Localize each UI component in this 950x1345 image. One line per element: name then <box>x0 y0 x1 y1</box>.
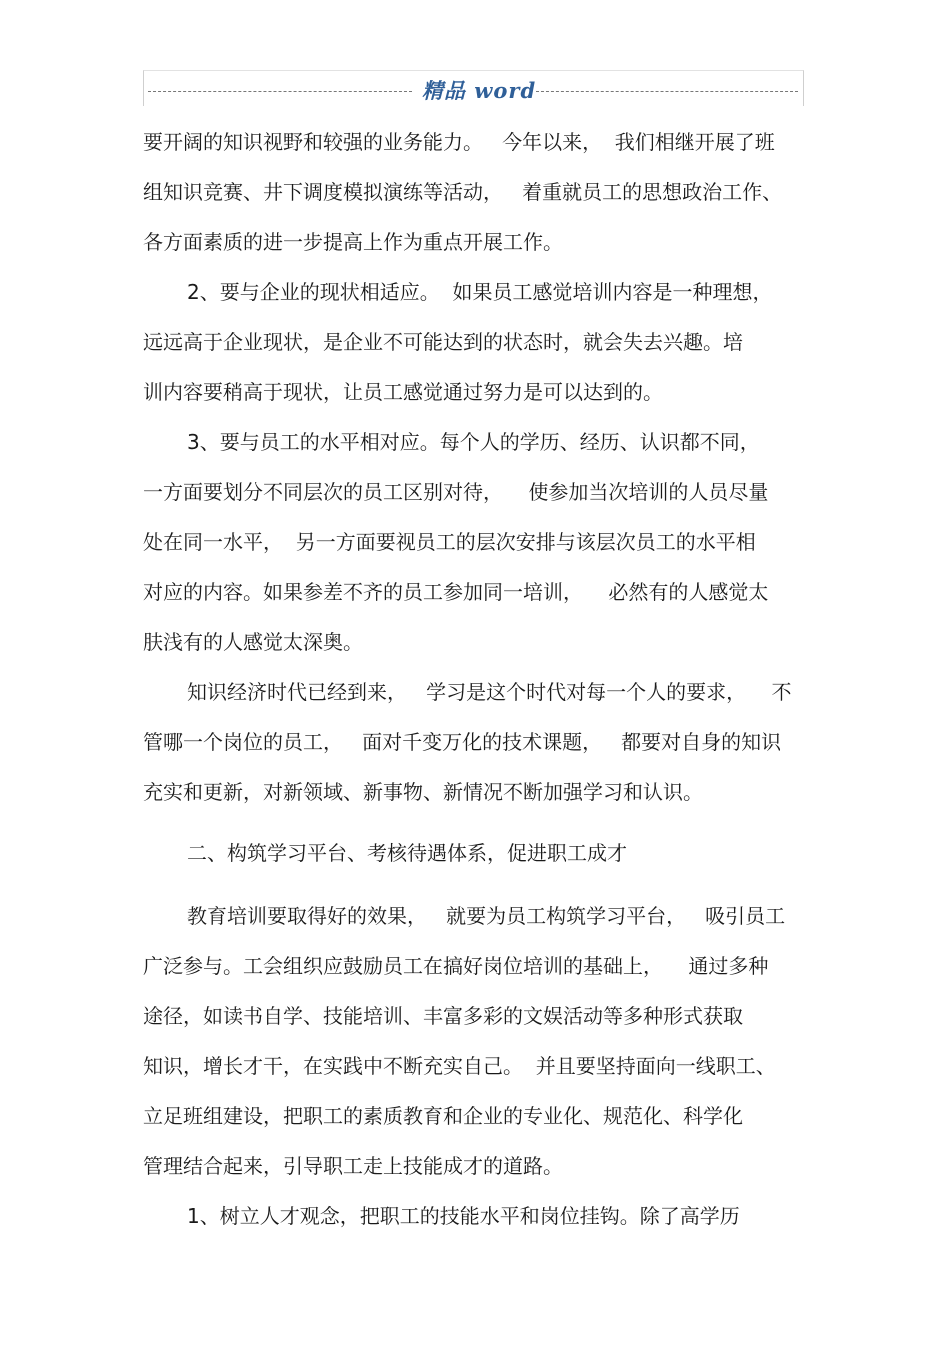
text-line: 要开阔的知识视野和较强的业务能力。 今年以来， 我们相继开展了班 <box>143 130 775 154</box>
text-line: 处在同一水平， 另一方面要视员工的层次安排与该层次员工的水平相 <box>143 530 756 554</box>
text-line: 管理结合起来，引导职工走上技能成才的道路。 <box>143 1154 563 1178</box>
text-line: 教育培训要取得好的效果， 就要为员工构筑学习平台， 吸引员工 <box>187 904 786 928</box>
header-title: 精品 word <box>422 78 537 103</box>
text-line: 充实和更新，对新领域、新事物、新情况不断加强学习和认识。 <box>143 780 703 804</box>
text-line: 肤浅有的人感觉太深奥。 <box>143 630 363 654</box>
text-line: 2、要与企业的现状相适应。 如果员工感觉培训内容是一种理想， <box>187 280 773 304</box>
text-line: 一方面要划分不同层次的员工区别对待， 使参加当次培训的人员尽量 <box>143 480 769 504</box>
text-line: 组知识竞赛、井下调度模拟演练等活动， 着重就员工的思想政治工作、 <box>143 180 783 204</box>
text-line: 二、构筑学习平台、考核待遇体系，促进职工成才 <box>187 841 627 865</box>
text-line: 管哪一个岗位的员工， 面对千变万化的技术课题， 都要对自身的知识 <box>143 730 782 754</box>
text-line: 1、树立人才观念，把职工的技能水平和岗位挂钩。除了高学历 <box>187 1204 740 1228</box>
text-line: 训内容要稍高于现状，让员工感觉通过努力是可以达到的。 <box>143 380 663 404</box>
text-line: 远远高于企业现状，是企业不可能达到的状态时，就会失去兴趣。培 <box>143 330 743 354</box>
text-line: 各方面素质的进一步提高上作为重点开展工作。 <box>143 230 563 254</box>
text-line: 立足班组建设，把职工的素质教育和企业的专业化、规范化、科学化 <box>143 1104 743 1128</box>
text-line: 广泛参与。工会组织应鼓励员工在搞好岗位培训的基础上， 通过多种 <box>143 954 769 978</box>
text-line: 知识经济时代已经到来， 学习是这个时代对每一个人的要求， 不 <box>187 680 792 704</box>
text-line: 对应的内容。如果参差不齐的员工参加同一培训， 必然有的人感觉太 <box>143 580 769 604</box>
text-line: 3、要与员工的水平相对应。每个人的学历、经历、认识都不同， <box>187 430 760 454</box>
text-line: 途径，如读书自学、技能培训、丰富多彩的文娱活动等多种形式获取 <box>143 1004 743 1028</box>
text-line: 知识，增长才干，在实践中不断充实自己。 并且要坚持面向一线职工、 <box>143 1054 776 1078</box>
